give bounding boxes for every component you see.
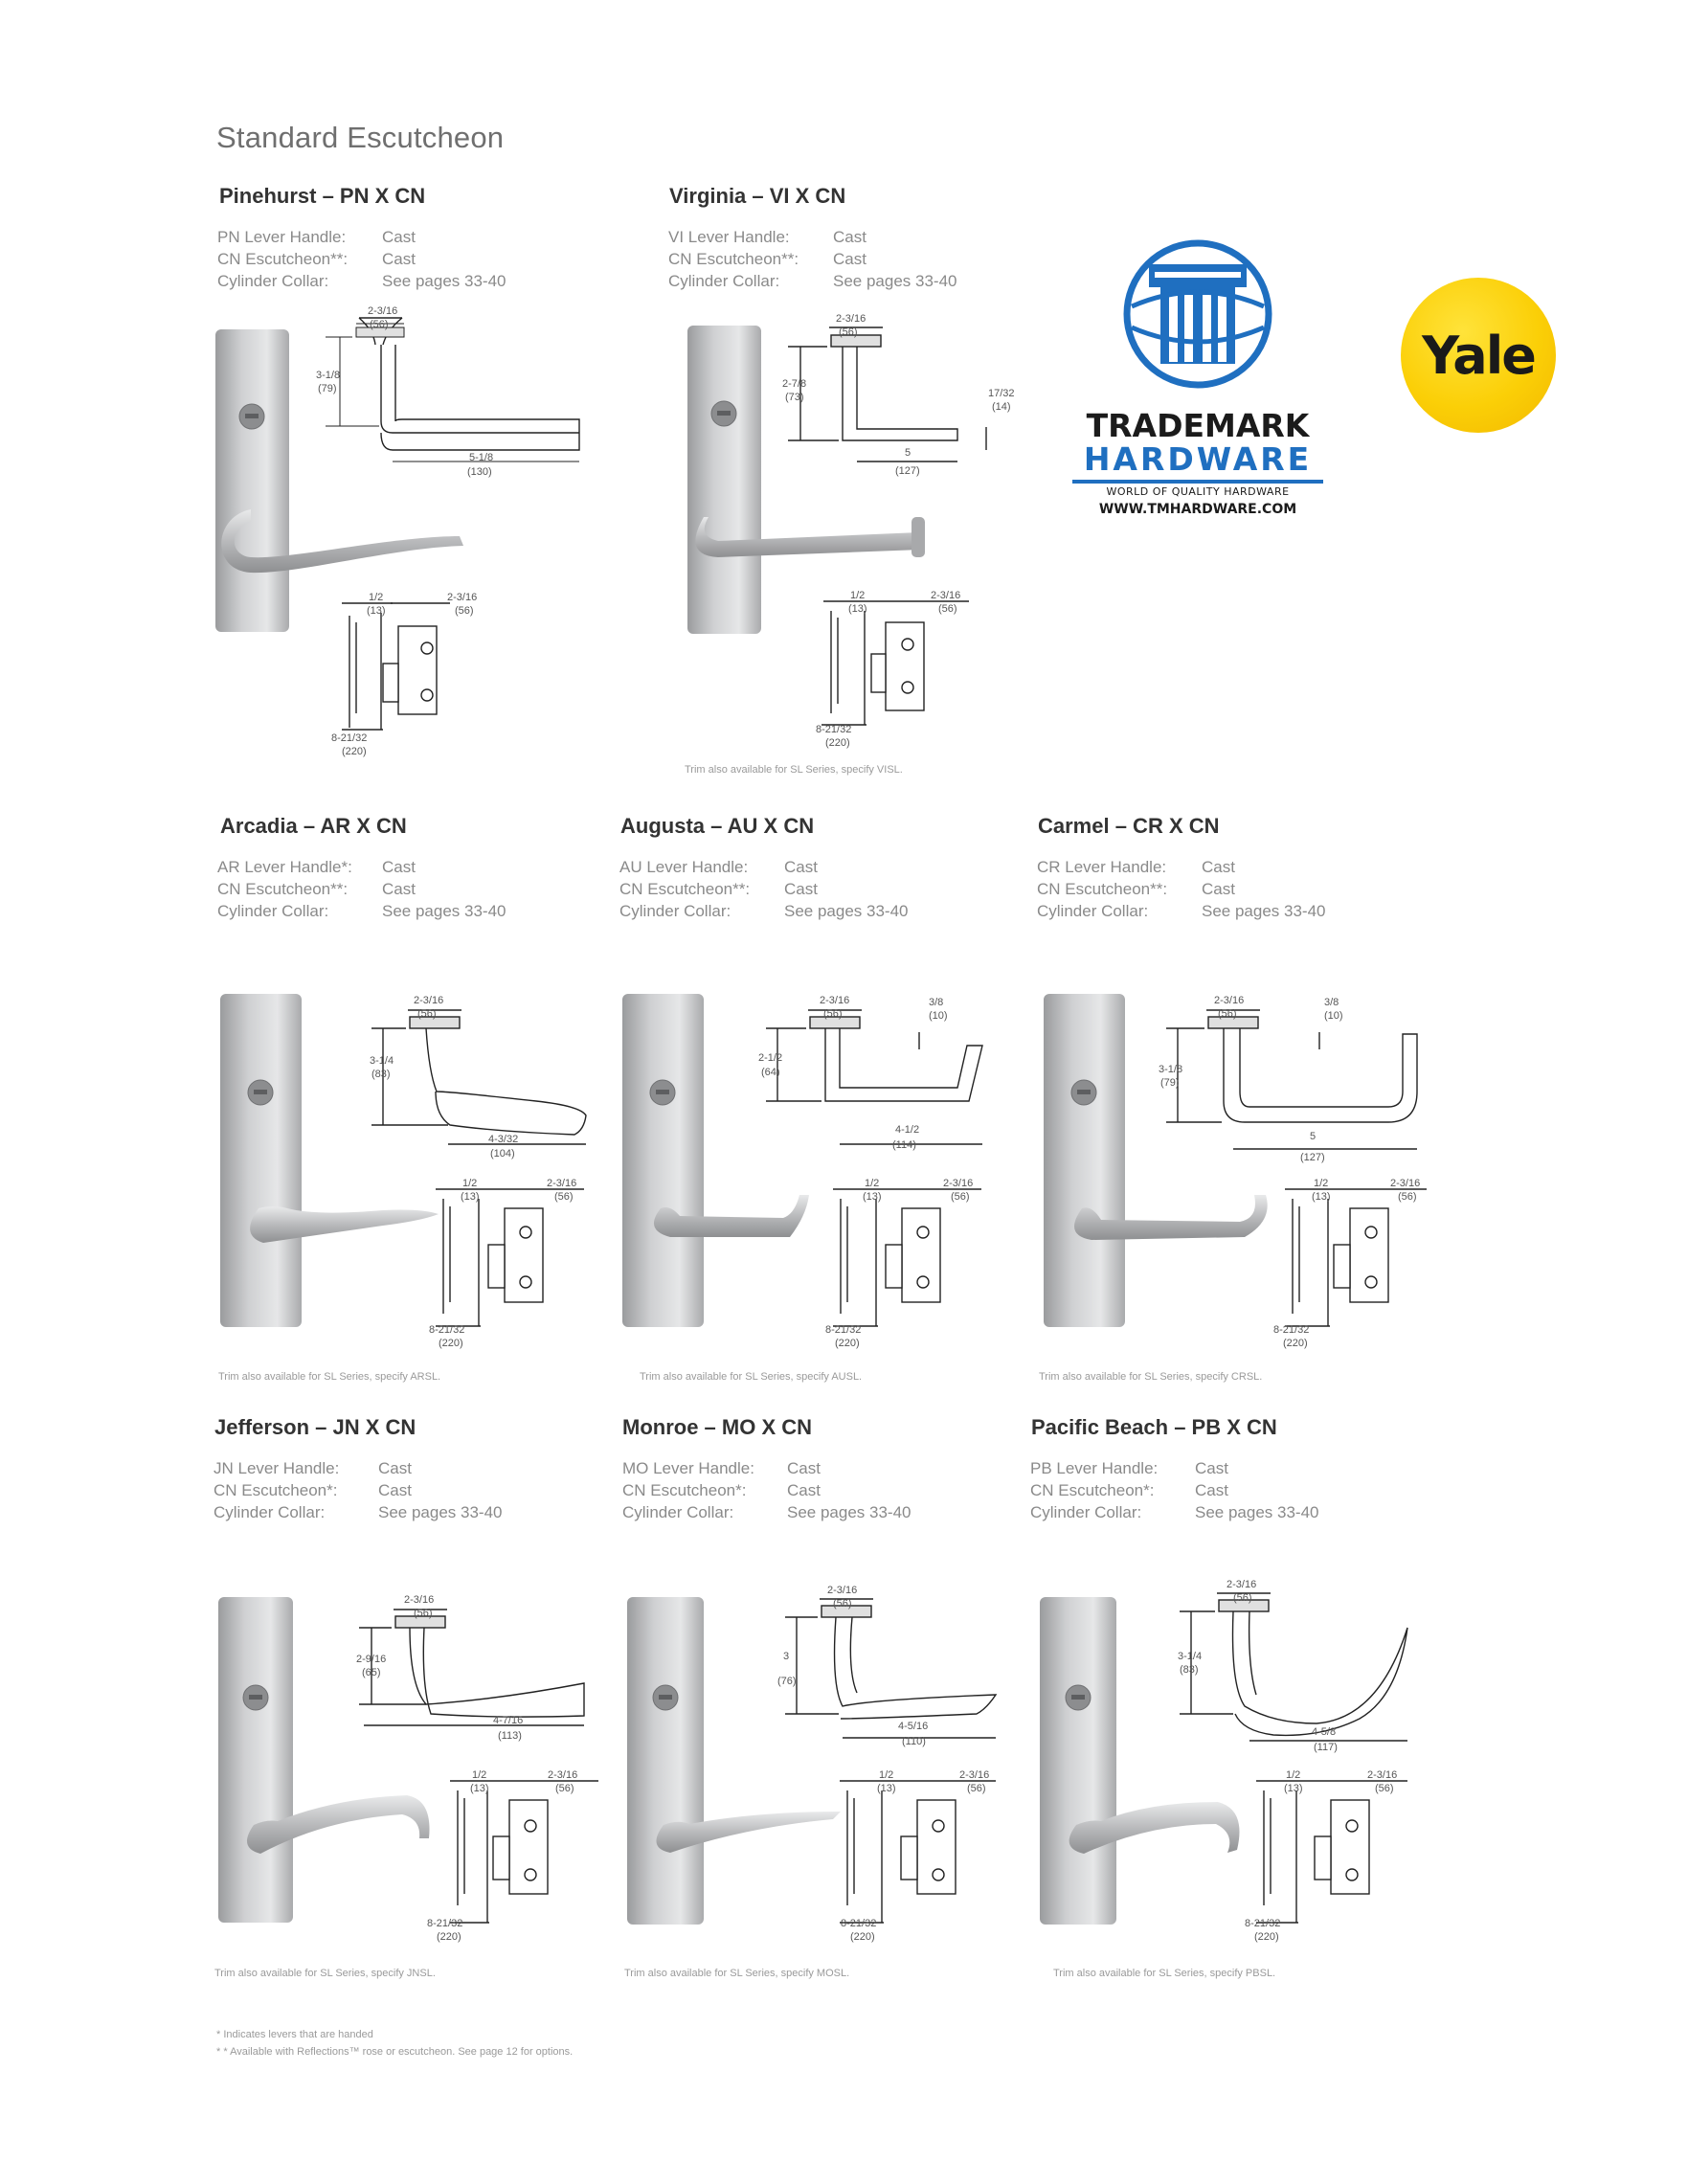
dim-backset-a: 1/2 [472, 1769, 487, 1781]
dim-length: 4-1/2 [895, 1124, 920, 1136]
dim-backset-a: 1/2 [1286, 1769, 1301, 1781]
spec-value: See pages 33-40 [1195, 1503, 1319, 1521]
spec-value: See pages 33-40 [784, 902, 909, 920]
dim-backset-a: 1/2 [1314, 1178, 1329, 1189]
dim-backset-b: 2-3/16 [1367, 1769, 1398, 1781]
sl-series-note: Trim also available for SL Series, specify PBSL. [1053, 1968, 1276, 1979]
diagram-monroe [627, 1585, 996, 1943]
dim-length: 5 [905, 447, 912, 459]
dim-length: 5 [1310, 1131, 1317, 1142]
dim-backset-a-mm: (13) [877, 1783, 896, 1794]
spec-key: AU Lever Handle: [619, 858, 749, 876]
dim-backset-a-mm: (13) [1312, 1191, 1331, 1203]
dim-plate-height: 8-21/32 [816, 724, 852, 735]
spec-key: Cylinder Collar: [217, 902, 329, 920]
product-title-pinehurst: Pinehurst – PN X CN [219, 184, 426, 208]
spec-key: CR Lever Handle: [1037, 858, 1167, 876]
dim-backset-a: 1/2 [462, 1178, 478, 1189]
escutcheon-plate [687, 326, 761, 634]
dim-plate-height-mm: (220) [342, 746, 367, 757]
dim-plate-height-mm: (220) [439, 1338, 463, 1349]
dim-backset-b-mm: (56) [554, 1191, 574, 1203]
spec-value: See pages 33-40 [1202, 902, 1326, 920]
dim-backset-a-mm: (13) [848, 603, 867, 615]
dim-rose-width: 2-3/16 [1214, 995, 1245, 1006]
dim-backset-a: 1/2 [865, 1178, 880, 1189]
spec-value: Cast [382, 858, 416, 876]
dim-projection: 2-7/8 [782, 378, 807, 390]
spec-key: CN Escutcheon**: [619, 880, 751, 898]
spec-key: CN Escutcheon*: [1030, 1481, 1155, 1499]
dim-backset-a-mm: (13) [863, 1191, 882, 1203]
diagram-carmel [1044, 994, 1427, 1349]
spec-key: Cylinder Collar: [1037, 902, 1149, 920]
footnote-reflections: * * Available with Reflections™ rose or escutcheon. See page 12 for options. [216, 2046, 574, 2058]
dim-length-mm: (114) [892, 1139, 916, 1151]
dim-plate-height-mm: (220) [835, 1338, 860, 1349]
dim-projection-mm: (79) [318, 383, 337, 394]
spec-key: CN Escutcheon*: [622, 1481, 747, 1499]
dim-backset-a: 1/2 [879, 1769, 894, 1781]
dim-rose-width: 2-3/16 [414, 995, 444, 1006]
spec-key: CN Escutcheon**: [217, 250, 349, 268]
dim-projection: 3-1/8 [1159, 1064, 1183, 1075]
spec-key: VI Lever Handle: [668, 228, 790, 246]
dim-projection-mm: (73) [785, 392, 804, 403]
diagram-arcadia [220, 994, 586, 1349]
spec-value: See pages 33-40 [382, 272, 506, 290]
dim-backset-b: 2-3/16 [959, 1769, 990, 1781]
dim-drop-mm: (10) [1324, 1010, 1343, 1022]
dim-rose-width-mm: (56) [833, 1598, 852, 1610]
escutcheon-plate [1040, 1597, 1116, 1925]
dim-rose-width: 2-3/16 [820, 995, 850, 1006]
spec-key: Cylinder Collar: [622, 1503, 734, 1521]
dim-rose-width-mm: (56) [1233, 1592, 1252, 1604]
dim-projection: 2-9/16 [356, 1654, 387, 1665]
product-title-virginia: Virginia – VI X CN [669, 184, 846, 208]
dim-rose-width: 2-3/16 [1227, 1579, 1257, 1590]
dim-backset-b-mm: (56) [555, 1783, 574, 1794]
product-title-jefferson: Jefferson – JN X CN [214, 1415, 416, 1439]
spec-key: MO Lever Handle: [622, 1459, 754, 1477]
spec-value: See pages 33-40 [787, 1503, 912, 1521]
spec-value: Cast [784, 858, 818, 876]
dim-rose-width-mm: (56) [370, 319, 389, 330]
spec-value: Cast [1195, 1459, 1228, 1477]
dim-plate-height-mm: (220) [437, 1931, 461, 1943]
dim-drop: 3/8 [929, 997, 944, 1008]
dim-plate-height-mm: (220) [825, 737, 850, 749]
dim-plate-height: 8-21/32 [1273, 1324, 1310, 1336]
spec-key: JN Lever Handle: [214, 1459, 340, 1477]
spec-value: Cast [382, 250, 416, 268]
dim-backset-a: 1/2 [369, 592, 384, 603]
spec-key: Cylinder Collar: [1030, 1503, 1142, 1521]
dim-rose-width-mm: (56) [839, 326, 858, 338]
dim-length-mm: (130) [467, 466, 492, 478]
diagram-pacific-beach [1040, 1579, 1407, 1943]
escutcheon-plate [220, 994, 302, 1327]
spec-key: CN Escutcheon**: [1037, 880, 1168, 898]
spec-value: Cast [833, 228, 867, 246]
dim-projection: 3-1/8 [316, 370, 341, 381]
diagram-pinehurst [215, 305, 579, 757]
dim-backset-a-mm: (13) [470, 1783, 489, 1794]
diagram-jefferson [218, 1594, 598, 1943]
dim-plate-height: 8-21/32 [825, 1324, 862, 1336]
spec-value: Cast [787, 1459, 821, 1477]
spec-key: CN Escutcheon**: [217, 880, 349, 898]
dim-rose-width: 2-3/16 [836, 313, 867, 325]
spec-key: PB Lever Handle: [1030, 1459, 1159, 1477]
dim-backset-b-mm: (56) [951, 1191, 970, 1203]
dim-backset-a-mm: (13) [367, 605, 386, 617]
dim-length: 4-7/16 [493, 1715, 524, 1726]
dim-backset-b-mm: (56) [455, 605, 474, 617]
dim-projection: 3-1/4 [1178, 1651, 1203, 1662]
dim-backset-b: 2-3/16 [943, 1178, 974, 1189]
dim-projection: 3 [783, 1651, 790, 1662]
dim-drop: 17/32 [988, 388, 1015, 399]
dim-backset-a-mm: (13) [1284, 1783, 1303, 1794]
dim-rose-width-mm: (56) [823, 1008, 843, 1020]
diagram-augusta [622, 994, 982, 1349]
dim-backset-b: 2-3/16 [547, 1178, 577, 1189]
dim-backset-b-mm: (56) [1375, 1783, 1394, 1794]
diagram-virginia [687, 313, 1015, 749]
spec-value: See pages 33-40 [382, 902, 506, 920]
brand-tagline: WORLD OF QUALITY HARDWARE [1106, 485, 1290, 498]
dim-backset-b: 2-3/16 [548, 1769, 578, 1781]
dim-drop-mm: (14) [992, 401, 1011, 413]
dim-plate-height: 8-21/32 [1245, 1918, 1281, 1929]
spec-key: CN Escutcheon**: [668, 250, 799, 268]
lever-handle [250, 1206, 439, 1243]
sl-series-note: Trim also available for SL Series, specify MOSL. [624, 1968, 850, 1979]
section-title: Standard Escutcheon [216, 121, 505, 154]
spec-key: Cylinder Collar: [217, 272, 329, 290]
spec-value: Cast [378, 1481, 412, 1499]
dim-plate-height: 8-21/32 [429, 1324, 465, 1336]
dim-length: 4-5/8 [1312, 1726, 1337, 1738]
product-title-carmel: Carmel – CR X CN [1038, 814, 1220, 838]
spec-value: Cast [784, 880, 818, 898]
escutcheon-plate [1044, 994, 1125, 1327]
brand-line1: TRADEMARK [1086, 407, 1310, 444]
escutcheon-plate [215, 329, 289, 632]
footnote-handed: * Indicates levers that are handed [216, 2029, 373, 2040]
product-title-augusta: Augusta – AU X CN [620, 814, 815, 838]
dim-rose-width-mm: (56) [414, 1608, 433, 1619]
dim-length-mm: (110) [902, 1736, 926, 1747]
product-title-pacific-beach: Pacific Beach – PB X CN [1031, 1415, 1277, 1439]
dim-length-mm: (117) [1314, 1742, 1338, 1753]
sl-series-note: Trim also available for SL Series, specify CRSL. [1039, 1371, 1263, 1383]
dim-projection: 2-1/2 [758, 1052, 783, 1064]
dim-projection-mm: (79) [1160, 1077, 1180, 1089]
product-title-monroe: Monroe – MO X CN [622, 1415, 813, 1439]
dim-projection: 3-1/4 [370, 1055, 394, 1067]
spec-value: See pages 33-40 [378, 1503, 503, 1521]
spec-value: Cast [1202, 880, 1235, 898]
dim-plate-height: 8-21/32 [331, 732, 368, 744]
spec-key: Cylinder Collar: [668, 272, 780, 290]
product-title-arcadia: Arcadia – AR X CN [220, 814, 407, 838]
spec-value: Cast [1195, 1481, 1228, 1499]
spec-key: CN Escutcheon*: [214, 1481, 338, 1499]
dim-backset-b: 2-3/16 [447, 592, 478, 603]
dim-drop: 3/8 [1324, 997, 1339, 1008]
spec-value: Cast [1202, 858, 1235, 876]
dim-projection-mm: (76) [777, 1676, 797, 1687]
spec-key: PN Lever Handle: [217, 228, 347, 246]
dim-plate-height-mm: (220) [850, 1931, 875, 1943]
escutcheon-plate [627, 1597, 704, 1925]
spec-value: Cast [382, 228, 416, 246]
dim-rose-width-mm: (56) [417, 1008, 437, 1020]
spec-key: Cylinder Collar: [619, 902, 731, 920]
dim-plate-height: 8-21/32 [841, 1918, 877, 1929]
dim-backset-b-mm: (56) [967, 1783, 986, 1794]
dim-backset-b-mm: (56) [938, 603, 957, 615]
dim-plate-height-mm: (220) [1283, 1338, 1308, 1349]
dim-backset-b: 2-3/16 [931, 590, 961, 601]
dim-length-mm: (113) [498, 1730, 522, 1742]
dim-length-mm: (127) [895, 465, 920, 477]
dim-projection-mm: (83) [1180, 1664, 1199, 1676]
dim-length-mm: (127) [1300, 1152, 1325, 1163]
dim-rose-width: 2-3/16 [368, 305, 398, 317]
dim-backset-a: 1/2 [850, 590, 866, 601]
dim-length-mm: (104) [490, 1148, 515, 1160]
dim-length: 4-3/32 [488, 1134, 519, 1145]
dim-drop-mm: (10) [929, 1010, 948, 1022]
sl-series-note: Trim also available for SL Series, specify AUSL. [640, 1371, 863, 1383]
yale-wordmark: Yale [1422, 325, 1535, 386]
dim-rose-width: 2-3/16 [404, 1594, 435, 1606]
dim-rose-width: 2-3/16 [827, 1585, 858, 1596]
dim-plate-height: 8-21/32 [427, 1918, 463, 1929]
escutcheon-plate [218, 1597, 293, 1923]
sl-series-note: Trim also available for SL Series, specify JNSL. [214, 1968, 436, 1979]
dim-backset-a-mm: (13) [461, 1191, 480, 1203]
dim-backset-b-mm: (56) [1398, 1191, 1417, 1203]
escutcheon-plate [622, 994, 704, 1327]
sl-series-note: Trim also available for SL Series, specify ARSL. [218, 1371, 441, 1383]
brand-url: WWW.TMHARDWARE.COM [1098, 502, 1297, 517]
dim-plate-height-mm: (220) [1254, 1931, 1279, 1943]
dim-projection-mm: (64) [761, 1067, 780, 1078]
spec-value: See pages 33-40 [833, 272, 957, 290]
dim-projection-mm: (83) [371, 1069, 391, 1080]
dim-length: 4-5/16 [898, 1721, 929, 1732]
spec-key: AR Lever Handle*: [217, 858, 352, 876]
spec-key: Cylinder Collar: [214, 1503, 326, 1521]
dim-backset-b: 2-3/16 [1390, 1178, 1421, 1189]
brand-line2: HARDWARE [1083, 440, 1313, 478]
spec-value: Cast [787, 1481, 821, 1499]
spec-value: Cast [378, 1459, 412, 1477]
dim-length: 5-1/8 [469, 452, 494, 463]
spec-value: Cast [382, 880, 416, 898]
sl-series-note: Trim also available for SL Series, specify VISL. [685, 764, 903, 776]
spec-value: Cast [833, 250, 867, 268]
dim-rose-width-mm: (56) [1218, 1008, 1237, 1020]
dim-projection-mm: (65) [362, 1667, 381, 1678]
